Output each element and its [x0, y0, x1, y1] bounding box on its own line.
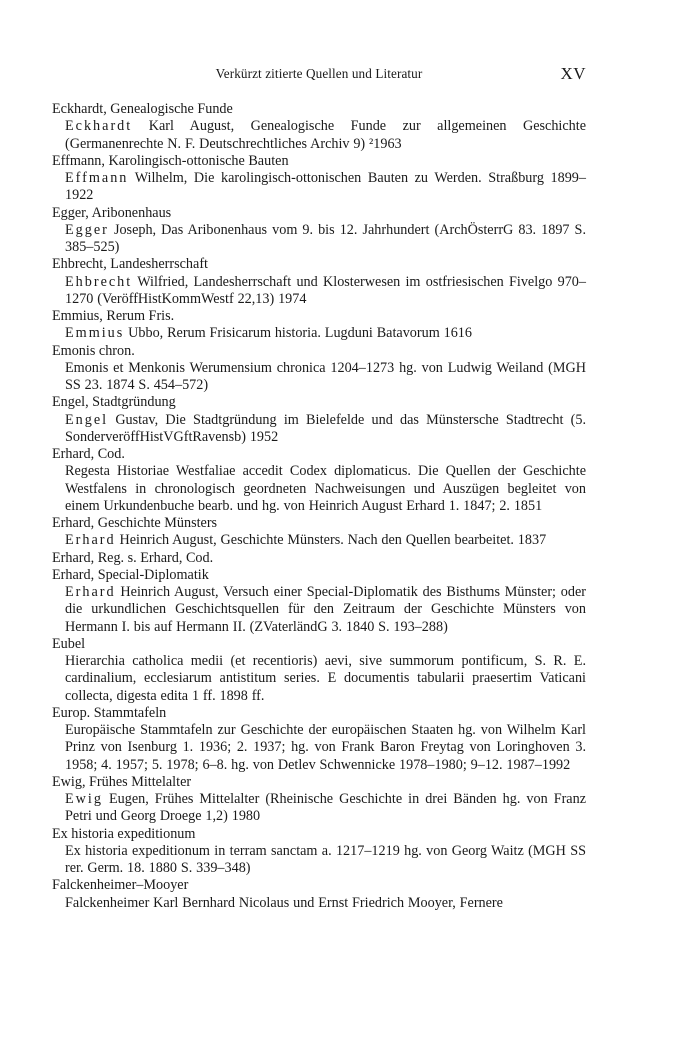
- bibliography-entry: [52, 515, 586, 550]
- entry-citation-text: Gustav, Die Stadtgründung im Bielefelde und das Münstersche Stadtrecht (5. SonderveröffHistVGftRavensb) 1952: [65, 411, 586, 445]
- bibliography-entry: [52, 705, 586, 774]
- bibliography-entry: [52, 308, 586, 343]
- entry-citation-text: Ex historia expeditionum in terram sanctam a. 1217–1219 hg. von Georg Waitz (MGH SS rer. Germ. 18. 1880 S. 339–348): [65, 842, 586, 876]
- page-number: XV: [560, 64, 586, 83]
- entry-author: Ewig: [65, 791, 103, 807]
- entry-citation-text: Wilfried, Landesherrschaft und Klosterwesen im ostfriesischen Fivelgo 970–1270 (VeröffHistKommWestf 22,13) 1974: [65, 273, 586, 307]
- entry-citation-text: Regesta Historiae Westfaliae accedit Codex diplomaticus. Die Quellen der Geschichte Westfalens in chronologisch geordneten Nachweisungen und Auszügen begleitet von einem Urkundenbuche bearb. und hg. von Heinrich August Erhard 1. 1847; 2. 1851: [65, 463, 586, 514]
- bibliography-entry: [52, 774, 586, 826]
- entry-short-title: Engel, Stadtgründung: [52, 394, 176, 411]
- entry-citation-text: Joseph, Das Aribonenhaus vom 9. bis 12. Jahrhundert (ArchÖsterrG 83. 1897 S. 385–525): [65, 221, 586, 255]
- entry-short-title: Erhard, Geschichte Münsters: [52, 515, 218, 531]
- entry-author: Erhard: [65, 532, 116, 549]
- entry-citation-text: Heinrich August, Versuch einer Special-Diplomatik des Bisthums Münster; oder die urkundlichen Geschichtsquellen für den Zeitraum der Geschichte Münsters von Hermann I. bis auf Hermann II. (ZVaterländG 3. 1840 S. 193–288): [65, 584, 586, 635]
- entry-citation-text: Eugen, Frühes Mittelalter (Rheinische Geschichte in drei Bänden hg. von Franz Petri und Georg Droege 1,2) 1980: [65, 791, 586, 825]
- entry-full-citation: [52, 274, 586, 309]
- bibliography-entry: [52, 343, 586, 395]
- bibliography-entry: [52, 153, 586, 205]
- entry-citation-text: Hierarchia catholica medii (et recentioris) aevi, sive summorum pontificum, S. R. E. cardinalium, ecclesiarum antistitum series. E documentis tabularii praesertim Vaticani collecta, digesta edita 1 ff. 1898 ff.: [65, 653, 586, 704]
- entry-full-citation: [52, 895, 586, 912]
- entry-short-title: Effmann, Karolingisch-ottonische Bauten: [52, 152, 289, 169]
- entry-citation-text: Heinrich August, Geschichte Münsters. Nach den Quellen bearbeitet. 1837: [115, 532, 547, 549]
- entry-full-citation: [52, 463, 586, 515]
- entry-citation-text: Europäische Stammtafeln zur Geschichte der europäischen Staaten hg. von Wilhelm Karl Prinz von Isenburg 1. 1936; 2. 1937; hg. von Frank Baron Freytag von Loringhoven 3. 1958; 4. 1957; 5. 1978; 6–8. hg. von Detlev Schwennicke 1978–1980; 9–12. 1987–1992: [65, 722, 586, 773]
- entry-short-title: Emonis chron.: [52, 342, 135, 359]
- entry-full-citation: [52, 412, 586, 447]
- entry-full-citation: [52, 584, 586, 636]
- entry-short-title: Falckenheimer–Mooyer: [52, 877, 189, 894]
- entry-full-citation: [52, 653, 586, 705]
- entry-short-title: Ex historia expeditionum: [52, 825, 196, 842]
- entry-cross-reference: Erhard, Reg. s. Erhard, Cod.: [52, 549, 214, 566]
- entry-short-title: Erhard, Special-Diplomatik: [52, 566, 209, 583]
- entry-author: Erhard: [65, 584, 116, 600]
- bibliography-entry: [52, 636, 586, 705]
- entry-full-citation: [52, 532, 586, 549]
- entry-author: Egger: [65, 221, 109, 238]
- entry-full-citation: [52, 843, 586, 878]
- entry-citation-text: Karl August, Genealogische Funde zur allgemeinen Geschichte (Germanenrechte N. F. Deutschrechtliches Archiv 9) ²1963: [65, 118, 586, 152]
- entry-author: Engel: [65, 411, 109, 428]
- bibliography-entry: [52, 567, 586, 636]
- running-header: [52, 64, 586, 84]
- bibliography-entry: [52, 550, 586, 567]
- entry-short-title: Egger, Aribonenhaus: [52, 204, 172, 221]
- entry-citation-text: Emonis et Menkonis Werumensium chronica 1204–1273 hg. von Ludwig Weiland (MGH SS 23. 1874 S. 454–572): [65, 359, 586, 393]
- bibliography-list: [52, 101, 586, 912]
- entry-short-title: Europ. Stammtafeln: [52, 704, 167, 721]
- bibliography-entry: [52, 205, 586, 257]
- entry-full-citation: [52, 222, 586, 257]
- entry-full-citation: [52, 170, 586, 205]
- entry-full-citation: [52, 118, 586, 153]
- bibliography-entry: [52, 877, 586, 912]
- entry-short-title: Eckhardt, Genealogische Funde: [52, 101, 233, 117]
- entry-citation-text: Falckenheimer Karl Bernhard Nicolaus und Ernst Friedrich Mooyer, Fernere: [65, 894, 503, 911]
- running-title: Verkürzt zitierte Quellen und Literatur: [215, 66, 423, 81]
- entry-citation-text: Wilhelm, Die karolingisch-ottonischen Bauten zu Werden. Straßburg 1899–1922: [65, 170, 586, 204]
- entry-short-title: Erhard, Cod.: [52, 446, 125, 462]
- entry-short-title: Eubel: [52, 635, 86, 652]
- entry-full-citation: [52, 360, 586, 395]
- entry-author: Emmius: [65, 325, 125, 342]
- bibliography-entry: [52, 256, 586, 308]
- entry-author: Effmann: [65, 170, 129, 186]
- entry-citation-text: Ubbo, Rerum Frisicarum historia. Lugduni Batavorum 1616: [124, 325, 472, 342]
- bibliography-entry: [52, 826, 586, 878]
- entry-author: Eckhardt: [65, 118, 133, 135]
- bibliography-entry: [52, 394, 586, 446]
- entry-full-citation: [52, 791, 586, 826]
- bibliography-entry: [52, 446, 586, 515]
- entry-full-citation: [52, 325, 586, 342]
- entry-full-citation: [52, 722, 586, 774]
- bibliography-entry: [52, 101, 586, 153]
- entry-short-title: Ewig, Frühes Mittelalter: [52, 773, 192, 790]
- entry-short-title: Emmius, Rerum Fris.: [52, 308, 175, 324]
- entry-short-title: Ehbrecht, Landesherrschaft: [52, 256, 208, 273]
- entry-author: Ehbrecht: [65, 273, 133, 290]
